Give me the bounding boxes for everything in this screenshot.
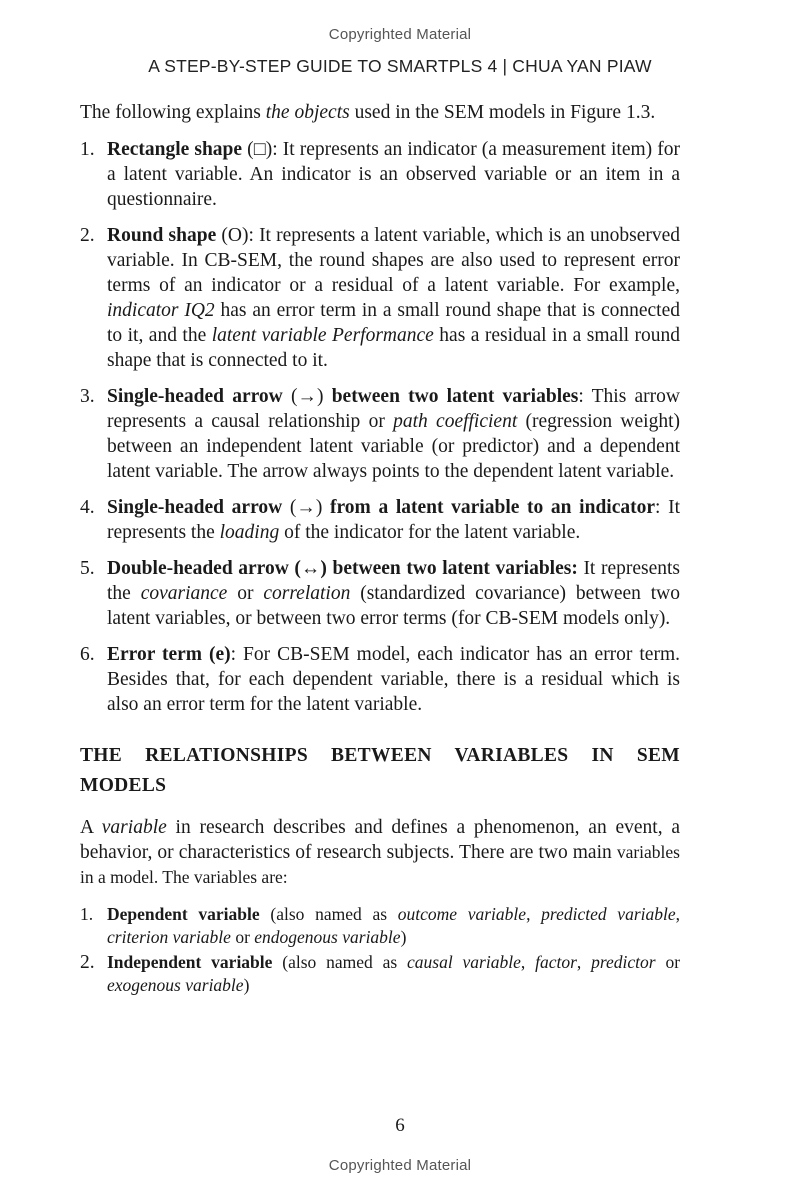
variable-item-text: predictor (591, 952, 656, 972)
sem-object-item-text: or (227, 583, 264, 604)
intro-paragraph (80, 100, 680, 125)
sem-object-item-text: : It represents the (107, 497, 680, 543)
sem-object-item-text: Double-headed arrow (↔) between two latent variables: (107, 558, 578, 579)
sem-object-item-text: covariance (140, 583, 228, 604)
sem-object-item-number: 2. (80, 225, 95, 246)
section-heading: THE RELATIONSHIPS BETWEEN VARIABLES IN SEM MODELS (80, 745, 680, 796)
variable-item-text: , (526, 904, 542, 924)
variable-item-text: ) (400, 927, 407, 947)
sem-object-item-number: 4. (80, 497, 95, 518)
watermark-bottom: Copyrighted Material (328, 1157, 472, 1174)
variable-item-number: 2. (80, 952, 95, 973)
variable-item-number: 1. (80, 904, 94, 924)
intro-text-end: used in the SEM models in Figure 1.3. (349, 102, 656, 123)
page-number: 6 (395, 1115, 405, 1136)
variable-item-text: , (675, 904, 680, 924)
variable-item-text: , (520, 952, 536, 972)
sem-object-item (80, 137, 680, 212)
variable-item-text: factor (535, 952, 577, 972)
sem-object-item-text: (O): It represents a latent variable, which is an unobserved variable. In CB-SEM, the round shapes are also used to represent error terms of an indicator or a residual of a latent variable. For example, (107, 225, 680, 296)
sem-object-item-text: Error term (e) (107, 644, 231, 665)
sem-objects-list (80, 137, 680, 717)
sem-object-item-text: : This arrow represents a causal relationship or (107, 386, 680, 432)
variable-item-text: endogenous variable (254, 927, 401, 947)
sem-object-item-text: (□): It represents an indicator (a measurement item) for a latent variable. An indicator is an observed variable or an item in a questionnaire. (107, 139, 680, 210)
sem-object-item (80, 642, 680, 717)
variable-item-text: or (655, 952, 681, 972)
sem-object-item (80, 556, 680, 631)
variable-item-text: exogenous variable (107, 975, 244, 995)
variable-item-text: Independent variable (107, 952, 273, 972)
sem-object-item-text: Round shape (107, 225, 217, 246)
sem-object-item-text: (standardized covariance) between two latent variables, or between two error terms (for CB-SEM models only). (107, 583, 681, 629)
sem-object-item-text: latent variable Performance (211, 325, 434, 346)
sem-object-item-number: 6. (80, 644, 95, 665)
sem-object-item-text: correlation (263, 583, 351, 604)
sem-object-item-text: from a latent variable to an indicator (330, 497, 656, 518)
watermark-top: Copyrighted Material (328, 26, 472, 43)
sem-object-item-text: : For CB-SEM model, each indicator has an error term. Besides that, for each dependent variable, there is a residual which is also an error term for the latent variable. (107, 644, 681, 715)
variable-item-text: , (576, 952, 592, 972)
variable-item-text: (also named as (272, 952, 408, 972)
variable-item-text: ) (243, 975, 250, 995)
variable-item-text: causal variable (407, 952, 521, 972)
variable-item-text: Dependent variable (107, 904, 260, 924)
intro-text: The following explains (80, 102, 266, 123)
sem-object-item-text: indicator IQ2 (107, 300, 215, 321)
sem-object-item-text: (regression weight) between an independent latent variable (or predictor) and a dependent latent variable. The arrow always points to the dependent latent variable. (107, 411, 680, 482)
variable-item-text: criterion variable (107, 927, 231, 947)
variables-list (80, 903, 680, 997)
sem-object-item-number: 5. (80, 558, 95, 579)
variable-item-text: or (230, 927, 255, 947)
variable-item-text: outcome variable (397, 904, 527, 924)
variable-paragraph-end: variables in a model. The variables are: (80, 842, 680, 887)
intro-emphasis: the objects (265, 102, 350, 123)
variable-paragraph (80, 815, 680, 890)
sem-object-item-text: Rectangle shape (107, 139, 243, 160)
sem-object-item-text: of the indicator for the latent variable. (279, 522, 581, 543)
page-body (80, 100, 680, 999)
variable-item-text: (also named as (259, 904, 398, 924)
sem-object-item-text: Single-headed arrow (107, 497, 283, 518)
sem-object-item (80, 223, 680, 373)
variable-item (80, 951, 680, 997)
running-head: A STEP-BY-STEP GUIDE TO SMARTPLS 4 | CHUA YAN PIAW (148, 56, 652, 76)
sem-object-item (80, 384, 680, 484)
sem-object-item-text: has a residual in a small round shape that is connected to it. (107, 325, 680, 371)
variable-paragraph-pre: A (80, 817, 102, 838)
sem-object-item-text: Single-headed arrow (107, 386, 283, 407)
sem-object-item (80, 495, 680, 545)
variable-paragraph-main: in research describes and defines a phenomenon, an event, a behavior, or characteristics of research subjects. There are two main (80, 817, 680, 863)
variable-item (80, 903, 680, 949)
variable-emphasis: variable (101, 817, 167, 838)
variable-item-text: predicted variable (541, 904, 676, 924)
sem-object-item-text: between two latent variables (331, 386, 579, 407)
sem-object-item-text: (→) (282, 386, 332, 407)
sem-object-item-text: path coefficient (393, 411, 518, 432)
sem-object-item-text: It represents the (107, 558, 680, 604)
sem-object-item-text: loading (219, 522, 280, 543)
sem-object-item-number: 3. (80, 386, 95, 407)
sem-object-item-text: (→) (282, 497, 331, 518)
sem-object-item-text: has an error term in a small round shape that is connected to it, and the (107, 300, 681, 346)
sem-object-item-number: 1. (80, 139, 95, 160)
